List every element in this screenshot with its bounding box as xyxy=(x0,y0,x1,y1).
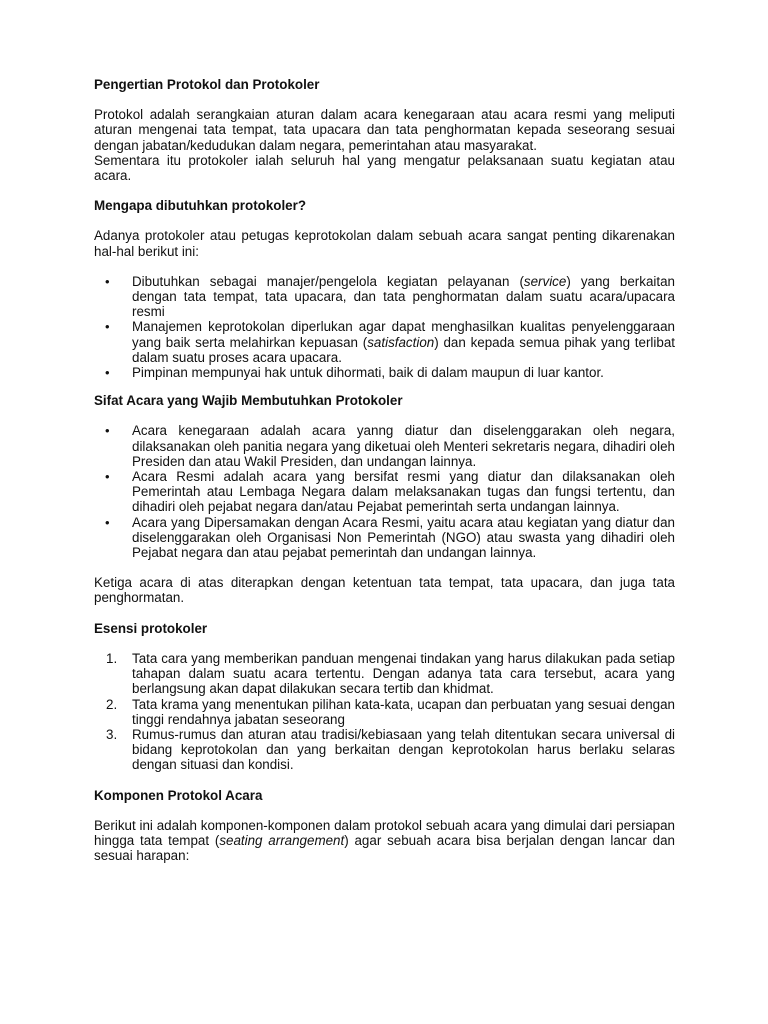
paragraph-mengapa-intro: Adanya protokoler atau petugas keprotokolan dalam sebuah acara sangat penting dikarenakan hal-hal berikut ini: xyxy=(94,228,675,259)
list-sifat-acara xyxy=(94,423,675,560)
heading-esensi: Esensi protokoler xyxy=(94,620,208,636)
list-item: • Acara kenegaraan adalah acara yanng diatur dan diselenggarakan oleh negara, dilaksanakan oleh panitia negara yang diketuai oleh Menteri sekretaris negara, dihadiri oleh Presiden dan atau Wakil Presiden, dan undangan lainnya. xyxy=(94,423,675,469)
list-item: 3. Rumus-rumus dan aturan atau tradisi/kebiasaan yang telah ditentukan secara universal di bidang keprotokolan dan yang berkaitan dengan keprotokolan harus berlaku selaras dengan situasi dan kondisi. xyxy=(106,726,675,773)
list-number: 2. xyxy=(106,696,118,712)
list-item: 1. Tata cara yang memberikan panduan mengenai tindakan yang harus dilakukan pada setiap tahapan dalam suatu acara tertentu. Dengan adanya tata cara tersebut, acara yang berlangsung akan dapat dilakukan secara tertib dan khidmat. xyxy=(106,650,675,697)
list-item: • Pimpinan mempunyai hak untuk dihormati, baik di dalam maupun di luar kantor. xyxy=(94,365,675,380)
list-alasan xyxy=(94,274,675,380)
paragraph-definisi-protokol: Protokol adalah serangkaian aturan dalam acara kenegaraan atau acara resmi yang meliputi aturan mengenai tata tempat, tata upacara dan tata penghormatan kepada seseorang sesuai dengan jabatan/kedudukan dalam negara, pemerintahan atau masyarakat. xyxy=(94,107,675,153)
paragraph-definisi-protokoler: Sementara itu protokoler ialah seluruh hal yang mengatur pelaksanaan suatu kegiatan atau acara. xyxy=(94,152,675,184)
list-esensi xyxy=(94,651,675,773)
heading-pengertian: Pengertian Protokol dan Protokoler xyxy=(94,77,320,92)
list-item: • Manajemen keprotokolan diperlukan agar dapat menghasilkan kualitas penyelenggaraan yang baik serta melahirkan kepuasan (satisfaction) dan kepada semua pihak yang terlibat dalam suatu proses acara upacara. xyxy=(94,319,675,365)
list-number: 3. xyxy=(106,726,118,742)
paragraph-komponen: Berikut ini adalah komponen-komponen dalam protokol sebuah acara yang dimulai dari persiapan hingga tata tempat (seating arrangement) agar sebuah acara bisa berjalan dengan lancar dan sesuai harapan: xyxy=(94,817,675,864)
heading-komponen: Komponen Protokol Acara xyxy=(94,787,263,803)
paragraph-ketiga-acara: Ketiga acara di atas diterapkan dengan ketentuan tata tempat, tata upacara, dan juga tata penghormatan. xyxy=(94,575,675,606)
list-item: • Dibutuhkan sebagai manajer/pengelola kegiatan pelayanan (service) yang berkaitan dengan tata tempat, tata upacara, dan tata penghormatan dalam suatu acara/upacara resmi xyxy=(94,274,675,320)
heading-mengapa: Mengapa dibutuhkan protokoler? xyxy=(94,198,307,214)
document-page xyxy=(94,77,675,863)
list-item: • Acara Resmi adalah acara yang bersifat resmi yang diatur dan dilaksanakan oleh Pemerintah atau Lembaga Negara dalam melaksanakan tugas dan fungsi tertentu, dan dihadiri oleh pejabat negara dan/atau Pejabat pemerintah serta undangan lainnya. xyxy=(94,469,675,515)
list-number: 1. xyxy=(106,650,118,666)
list-item: • Acara yang Dipersamakan dengan Acara Resmi, yaitu acara atau kegiatan yang diatur dan diselenggarakan oleh Organisasi Non Pemerintah (NGO) atau swasta yang dihadiri oleh Pejabat negara dan atau pejabat pemerintah dan undangan lainnya. xyxy=(94,515,675,561)
heading-sifat-acara: Sifat Acara yang Wajib Membutuhkan Protokoler xyxy=(94,393,403,409)
list-item: 2. Tata krama yang menentukan pilihan kata-kata, ucapan dan perbuatan yang sesuai dengan tinggi rendahnya jabatan seseorang xyxy=(106,696,675,727)
